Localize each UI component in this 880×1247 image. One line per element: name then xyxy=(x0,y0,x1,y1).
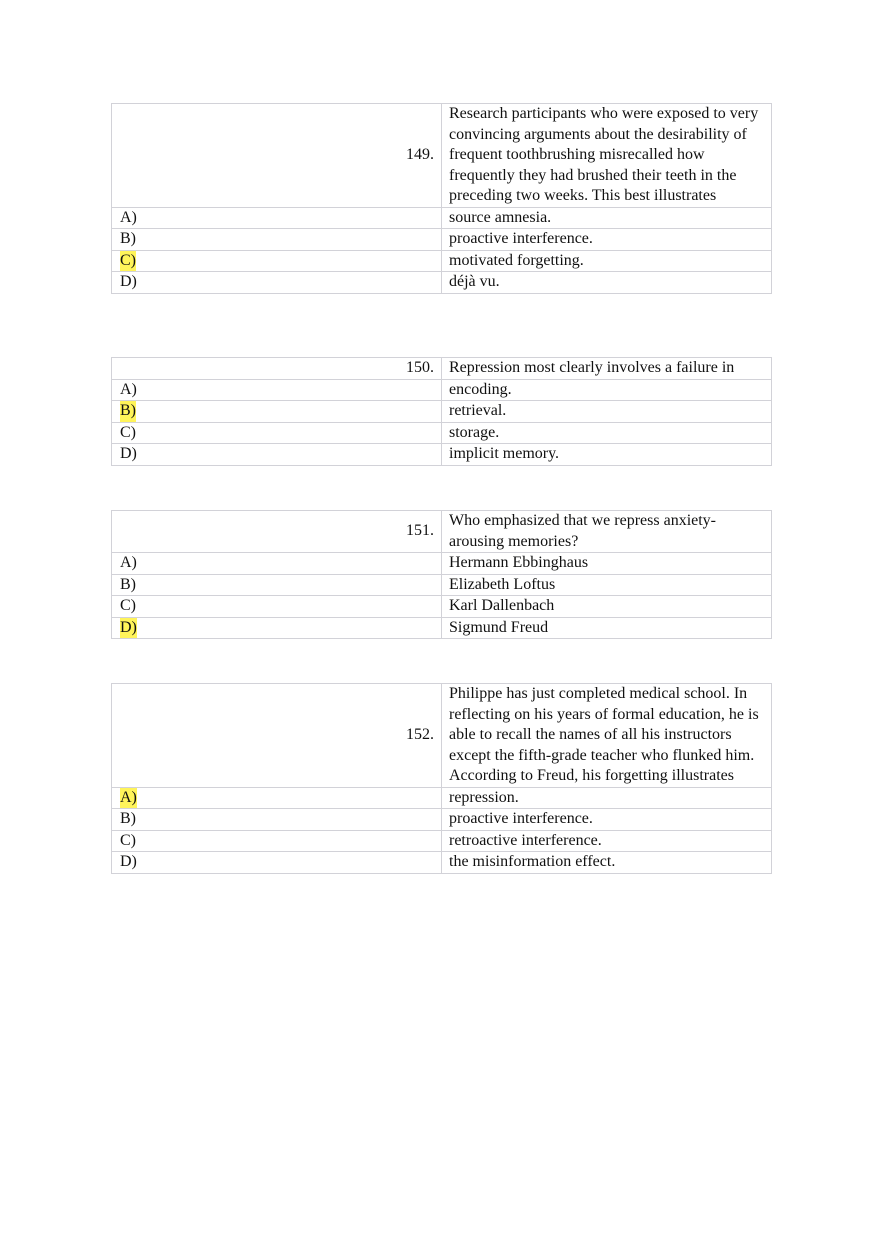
option-row xyxy=(112,229,772,251)
option-text: motivated forgetting. xyxy=(442,250,772,272)
question-151 xyxy=(111,510,772,639)
option-text: source amnesia. xyxy=(442,207,772,229)
option-letter-highlighted: D) xyxy=(120,618,137,639)
option-text: Karl Dallenbach xyxy=(442,596,772,618)
option-text: proactive interference. xyxy=(442,809,772,831)
question-stem: Research participants who were exposed to very convincing arguments about the desirability of frequent toothbrushing misrecalled how frequently they had brushed their teeth in the preceding two weeks. This best illustrates xyxy=(442,104,772,208)
option-row xyxy=(112,422,772,444)
option-letter-highlighted: B) xyxy=(120,401,136,422)
question-152 xyxy=(111,683,772,874)
question-stem: Repression most clearly involves a failure in xyxy=(442,358,772,380)
option-text: retrieval. xyxy=(442,401,772,423)
option-text: proactive interference. xyxy=(442,229,772,251)
option-text: déjà vu. xyxy=(442,272,772,294)
option-letter: D) xyxy=(120,273,137,290)
option-row xyxy=(112,553,772,575)
option-row xyxy=(112,809,772,831)
option-row xyxy=(112,852,772,874)
option-letter: C) xyxy=(120,423,136,441)
option-row xyxy=(112,250,772,272)
option-row xyxy=(112,596,772,618)
option-row xyxy=(112,444,772,466)
option-letter: A) xyxy=(120,554,137,571)
option-text: implicit memory. xyxy=(442,444,772,466)
option-text: encoding. xyxy=(442,379,772,401)
option-row xyxy=(112,617,772,639)
question-150 xyxy=(111,357,772,466)
option-letter-highlighted: A) xyxy=(120,788,137,809)
option-letter: C) xyxy=(120,831,136,849)
question-number: 152. xyxy=(112,684,442,788)
option-row xyxy=(112,272,772,294)
option-text: the misinformation effect. xyxy=(442,852,772,874)
option-row xyxy=(112,207,772,229)
option-letter: B) xyxy=(120,575,136,593)
option-letter: D) xyxy=(120,853,137,870)
option-letter: B) xyxy=(120,230,136,247)
option-text: storage. xyxy=(442,422,772,444)
option-text: repression. xyxy=(442,787,772,809)
option-text: Sigmund Freud xyxy=(442,617,772,639)
question-number: 150. xyxy=(112,358,442,380)
option-letter: A) xyxy=(120,380,137,398)
option-row xyxy=(112,574,772,596)
option-letter: C) xyxy=(120,597,136,614)
option-letter-highlighted: C) xyxy=(120,251,136,272)
option-row xyxy=(112,401,772,423)
question-149 xyxy=(111,103,772,294)
option-letter: B) xyxy=(120,810,136,827)
question-number: 149. xyxy=(112,104,442,208)
option-text: retroactive interference. xyxy=(442,830,772,852)
option-letter: A) xyxy=(120,208,137,226)
option-row xyxy=(112,830,772,852)
question-stem: Philippe has just completed medical school. In reflecting on his years of formal education, he is able to recall the names of all his instructors except the fifth-grade teacher who flunked him. According to Freud, his forgetting illustrates xyxy=(442,684,772,788)
option-row xyxy=(112,787,772,809)
option-text: Elizabeth Loftus xyxy=(442,574,772,596)
option-text: Hermann Ebbinghaus xyxy=(442,553,772,575)
option-letter: D) xyxy=(120,445,137,462)
question-stem: Who emphasized that we repress anxiety-arousing memories? xyxy=(442,511,772,553)
question-number: 151. xyxy=(112,511,442,553)
option-row xyxy=(112,379,772,401)
